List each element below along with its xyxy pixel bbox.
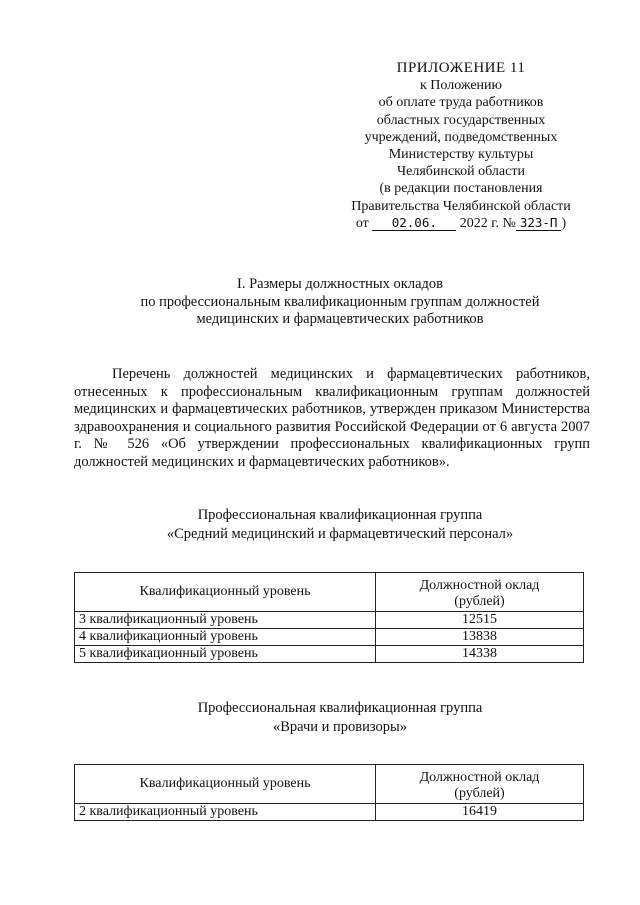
- table-header-row: [75, 765, 584, 804]
- header-salary: [376, 765, 584, 804]
- appendix-line: областных государственных: [376, 112, 546, 128]
- group1-title-line2: «Средний медицинский и фармацевтический персонал»: [166, 526, 514, 542]
- appendix-line: Правительства Челябинской области: [351, 198, 571, 214]
- appendix-line: об оплате труда работников: [378, 95, 544, 111]
- group2-title-line1: Профессиональная квалификационная группа: [197, 700, 483, 716]
- header-salary-line1: Должностной оклад: [419, 578, 540, 593]
- group2-title-line2: «Врачи и провизоры»: [272, 719, 408, 735]
- header-salary: [376, 573, 584, 612]
- appendix-line: Челябинской области: [397, 164, 525, 180]
- appendix-date-line: [330, 215, 592, 232]
- decree-number: 323-П: [516, 216, 562, 231]
- cell-level: 5 квалификационный уровень: [75, 646, 376, 663]
- cell-salary: 13838: [376, 629, 584, 646]
- appendix-line: Министерству культуры: [388, 147, 534, 163]
- intro-paragraph-text: Перечень должностей медицинских и фармацевтических работников, отнесенных к профессиональным квалификационным группам должностей медицинских и фармацевтических работников, утвержден приказом Министерства здравоохранения и социального развития Российской Федерации от 6 августа 2007 г. № 526 «Об утверждении профессиональных квалификационных групп должностей медицинских и фармацевтических работников».: [74, 366, 590, 470]
- close-paren: ): [561, 215, 567, 231]
- intro-paragraph: [74, 366, 590, 472]
- table-header-row: [75, 573, 584, 612]
- header-level: Квалификационный уровень: [75, 573, 376, 612]
- header-salary-line2: (рублей): [454, 786, 505, 801]
- table-row: [75, 612, 584, 629]
- section-title-line: медицинских и фармацевтических работников: [196, 311, 484, 327]
- table-row: [75, 646, 584, 663]
- table-row: [75, 804, 584, 821]
- cell-level: 2 квалификационный уровень: [75, 804, 376, 821]
- section-title-line: по профессиональным квалификационным группам должностей: [140, 293, 540, 310]
- cell-salary: 12515: [376, 612, 584, 629]
- appendix-heading: ПРИЛОЖЕНИЕ 11: [396, 60, 526, 76]
- header-salary-line1: Должностной оклад: [419, 770, 540, 785]
- group2-table: [74, 764, 584, 821]
- date-prefix: от: [355, 215, 369, 231]
- appendix-line: учреждений, подведомственных: [364, 129, 558, 145]
- cell-level: 3 квалификационный уровень: [75, 612, 376, 629]
- cell-salary: 16419: [376, 804, 584, 821]
- year-text: 2022 г. №: [459, 215, 516, 231]
- header-salary-line2: (рублей): [454, 594, 505, 609]
- cell-salary: 14338: [376, 646, 584, 663]
- date-value: 02.06.: [372, 216, 456, 231]
- group1-title-line1: Профессиональная квалификационная группа: [197, 507, 483, 523]
- cell-level: 4 квалификационный уровень: [75, 629, 376, 646]
- appendix-block: [330, 60, 592, 232]
- appendix-line: (в редакции постановления: [379, 181, 543, 197]
- table-row: [75, 629, 584, 646]
- section-title-line: I. Размеры должностных окладов: [237, 276, 443, 292]
- appendix-line: к Положению: [419, 78, 502, 94]
- group1-title: [60, 506, 620, 544]
- section-title: [60, 276, 620, 329]
- group1-table: [74, 572, 584, 663]
- group2-title: [60, 699, 620, 737]
- header-level: Квалификационный уровень: [75, 765, 376, 804]
